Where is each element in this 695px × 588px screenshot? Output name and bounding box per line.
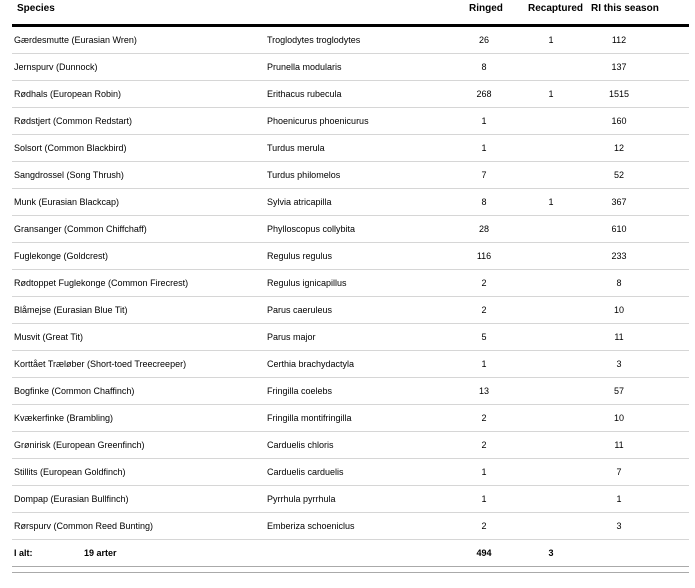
bottom-rule [12,572,689,573]
table-row [12,189,689,216]
table-row [12,486,689,513]
species-name: Rødhals (European Robin) [14,89,122,99]
total-label: I alt: [14,548,33,558]
scientific-name: Certhia brachydactyla [267,359,355,369]
scientific-name: Phoenicurus phoenicurus [267,116,369,126]
ri-this-season-count: 8 [616,278,622,288]
species-name: Solsort (Common Blackbird) [14,143,127,153]
ri-this-season-count: 57 [613,386,624,396]
table-row [12,54,689,81]
ri-this-season-count: 11 [614,440,624,450]
ringed-count: 1 [481,359,487,369]
table-row [12,270,689,297]
scientific-name: Erithacus rubecula [267,89,342,99]
ri-this-season-count: 7 [616,467,622,477]
ri-this-season-count: 233 [611,251,627,261]
ringed-count: 2 [481,413,487,423]
ringed-count: 5 [481,332,487,342]
ri-this-season-count: 112 [611,35,627,45]
bottom-rule [12,566,689,567]
species-name: Dompap (Eurasian Bullfinch) [14,494,129,504]
species-name: Kvækerfinke (Brambling) [14,413,114,423]
table-row [12,513,689,540]
header-ri-this-season: RI this season [591,3,659,14]
total-ringed: 494 [476,548,492,558]
species-name: Gransanger (Common Chiffchaff) [14,224,147,234]
total-species-count: 19 arter [84,548,117,558]
table-row [12,27,689,54]
recaptured-count: 1 [548,35,554,45]
ringed-count: 8 [481,197,487,207]
recaptured-count: 1 [548,89,554,99]
scientific-name: Fringilla montifringilla [267,413,352,423]
scientific-name: Prunella modularis [267,62,342,72]
table-header [0,0,695,24]
ri-this-season-count: 10 [613,305,624,315]
table-row [12,135,689,162]
ringed-count: 1 [481,143,487,153]
ri-this-season-count: 160 [611,116,627,126]
scientific-name: Phylloscopus collybita [267,224,356,234]
ri-this-season-count: 1 [616,494,622,504]
ringed-count: 7 [481,170,487,180]
table-row [12,351,689,378]
ringed-count: 8 [481,62,487,72]
ri-this-season-count: 1515 [608,89,630,99]
ri-this-season-count: 10 [613,413,624,423]
scientific-name: Turdus philomelos [267,170,341,180]
scientific-name: Fringilla coelebs [267,386,333,396]
species-name: Stillits (European Goldfinch) [14,467,126,477]
scientific-name: Pyrrhula pyrrhula [267,494,336,504]
table-row [12,405,689,432]
table-row [12,324,689,351]
species-name: Rørspurv (Common Reed Bunting) [14,521,154,531]
ringed-count: 1 [481,116,487,126]
header-species: Species [17,3,55,14]
ri-this-season-count: 3 [616,359,622,369]
ri-this-season-count: 52 [613,170,624,180]
table-row [12,216,689,243]
ri-this-season-count: 12 [613,143,624,153]
ringed-count: 2 [481,278,487,288]
recaptured-count: 1 [548,197,554,207]
table-body [0,27,695,573]
table-row [12,378,689,405]
ringed-count: 2 [481,521,487,531]
table-row [12,459,689,486]
species-name: Rødtoppet Fuglekonge (Common Firecrest) [14,278,189,288]
header-ringed: Ringed [469,3,503,14]
scientific-name: Regulus regulus [267,251,333,261]
ringed-count: 268 [476,89,492,99]
scientific-name: Emberiza schoeniclus [267,521,355,531]
scientific-name: Troglodytes troglodytes [267,35,361,45]
species-name: Fuglekonge (Goldcrest) [14,251,109,261]
scientific-name: Sylvia atricapilla [267,197,332,207]
table-row [12,81,689,108]
ringed-count: 1 [481,467,487,477]
ri-this-season-count: 3 [616,521,622,531]
table-row [12,432,689,459]
species-name: Korttået Træløber (Short-toed Treecreeper) [14,359,187,369]
scientific-name: Parus major [267,332,316,342]
ringed-count: 26 [478,35,489,45]
ri-this-season-count: 367 [611,197,627,207]
species-name: Munk (Eurasian Blackcap) [14,197,120,207]
species-name: Bogfinke (Common Chaffinch) [14,386,135,396]
ringed-count: 2 [481,440,487,450]
species-name: Sangdrossel (Song Thrush) [14,170,124,180]
ringed-count: 116 [476,251,492,261]
scientific-name: Carduelis carduelis [267,467,344,477]
ri-this-season-count: 11 [614,332,624,342]
ringed-count: 28 [478,224,489,234]
ri-this-season-count: 137 [611,62,627,72]
table-row [12,243,689,270]
table-row [12,162,689,189]
scientific-name: Regulus ignicapillus [267,278,347,288]
species-name: Musvit (Great Tit) [14,332,84,342]
ringed-count: 1 [481,494,487,504]
species-name: Gærdesmutte (Eurasian Wren) [14,35,137,45]
species-name: Jernspurv (Dunnock) [14,62,98,72]
scientific-name: Parus caeruleus [267,305,333,315]
ri-this-season-count: 610 [611,224,627,234]
total-recaptured: 3 [548,548,554,558]
species-name: Grønirisk (European Greenfinch) [14,440,145,450]
table-row [12,297,689,324]
header-recaptured: Recaptured [528,3,584,14]
scientific-name: Turdus merula [267,143,325,153]
species-name: Blåmejse (Eurasian Blue Tit) [14,305,128,315]
ringed-count: 13 [478,386,489,396]
scientific-name: Carduelis chloris [267,440,334,450]
ringed-count: 2 [481,305,487,315]
species-name: Rødstjert (Common Redstart) [14,116,133,126]
total-row [12,540,689,566]
table-row [12,108,689,135]
